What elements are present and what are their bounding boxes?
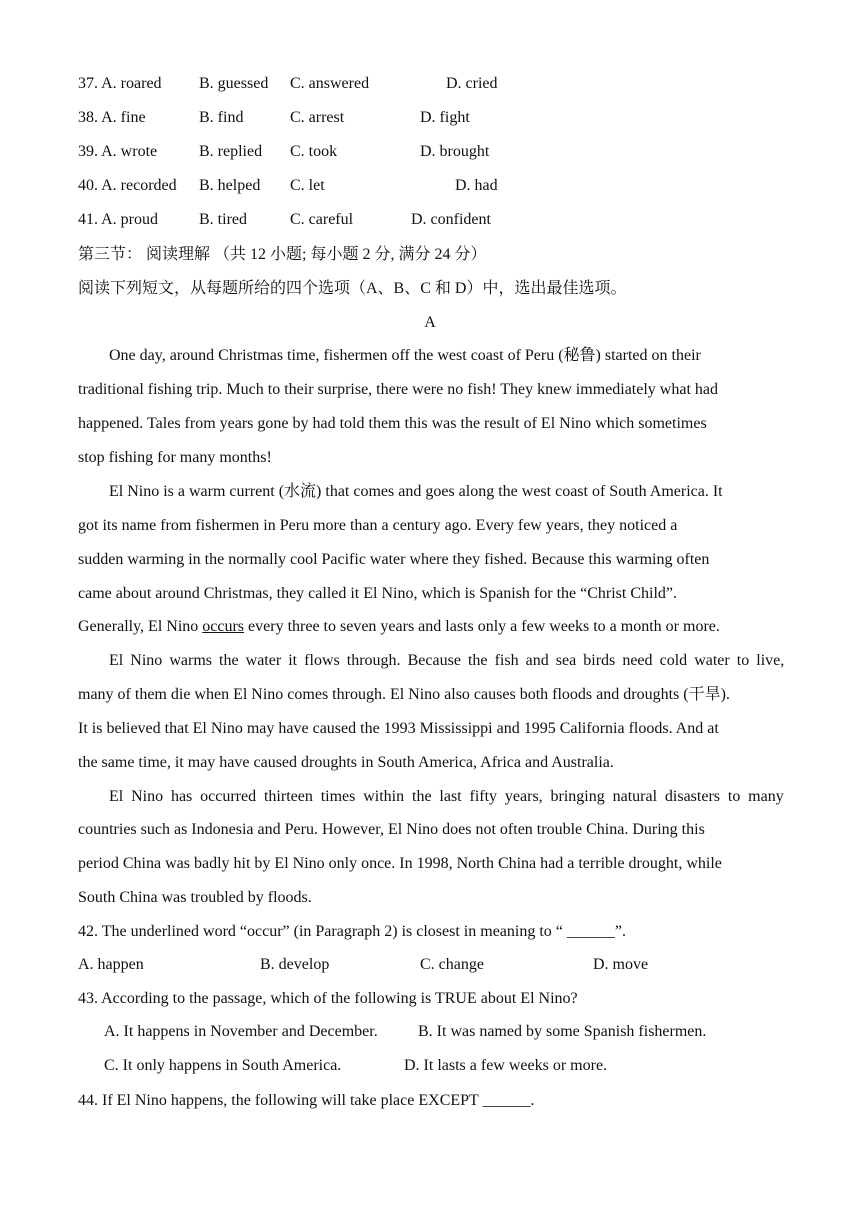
option-b: B. guessed: [199, 75, 269, 92]
question-44-stem: 44. If El Nino happens, the following will take place EXCEPT ______.: [78, 1092, 535, 1109]
paragraph-line: the same time, it may have caused droughts in South America, Africa and Australia.: [78, 754, 614, 771]
option-c: C. careful: [290, 211, 354, 228]
q42-option-b[interactable]: B. develop: [260, 956, 330, 973]
cloze-option-row: [78, 109, 146, 127]
paragraph-line: sudden warming in the normally cool Pacific water where they fished. Because this warming often: [78, 551, 710, 568]
q42-option-a[interactable]: A. happen: [78, 956, 144, 973]
question-number: 38.: [78, 109, 98, 126]
q43-option-c[interactable]: C. It only happens in South America.: [104, 1057, 342, 1074]
option-d: D. had: [455, 177, 498, 194]
q43-option-d[interactable]: D. It lasts a few weeks or more.: [404, 1057, 608, 1074]
passage-label: A: [424, 314, 436, 331]
paragraph-line: traditional fishing trip. Much to their surprise, there were no fish! They knew immediately what had: [78, 381, 718, 398]
paragraph-line: came about around Christmas, they called it El Nino, which is Spanish for the “Christ Child”.: [78, 585, 677, 602]
paragraph-line: El Nino warms the water it flows through. Because the fish and sea birds need cold water to live,: [109, 652, 785, 669]
section-heading: 第三节： 阅读理解 （共 12 小题; 每小题 2 分, 满分 24 分）: [78, 246, 487, 263]
option-a: A. recorded: [101, 177, 177, 194]
q43-option-a[interactable]: A. It happens in November and December.: [104, 1023, 378, 1040]
option-b: B. tired: [199, 211, 247, 228]
option-d: D. cried: [446, 75, 498, 92]
paragraph-line: [78, 617, 720, 637]
q43-option-b[interactable]: B. It was named by some Spanish fishermen.: [418, 1023, 707, 1040]
paragraph-line: many of them die when El Nino comes through. El Nino also causes both floods and droughts (干旱).: [78, 686, 730, 703]
paragraph-line: One day, around Christmas time, fishermen off the west coast of Peru (秘鲁) started on their: [109, 347, 701, 364]
paragraph-line: period China was badly hit by El Nino only once. In 1998, North China had a terrible drought, while: [78, 855, 722, 872]
option-c: C. let: [290, 177, 325, 194]
cloze-option-row: [78, 177, 177, 195]
q42-option-d[interactable]: D. move: [593, 956, 649, 973]
option-d: D. confident: [411, 211, 491, 228]
question-number: 40.: [78, 177, 98, 194]
paragraph-line: countries such as Indonesia and Peru. However, El Nino does not often trouble China. During this: [78, 821, 705, 838]
paragraph-line: South China was troubled by floods.: [78, 889, 312, 906]
option-c: C. took: [290, 143, 338, 160]
option-d: D. brought: [420, 143, 490, 160]
option-b: B. helped: [199, 177, 261, 194]
paragraph-1: [78, 346, 784, 366]
option-b: B. find: [199, 109, 244, 126]
paragraph-line: stop fishing for many months!: [78, 449, 272, 466]
paragraph-line: happened. Tales from years gone by had told them this was the result of El Nino which sometimes: [78, 415, 707, 432]
text-span: Generally, El Nino: [78, 618, 203, 635]
cloze-option-row: [78, 75, 162, 93]
cloze-option-row: [78, 211, 158, 229]
option-b: B. replied: [199, 143, 263, 160]
q42-option-c[interactable]: C. change: [420, 956, 484, 973]
paragraph-line: It is believed that El Nino may have caused the 1993 Mississippi and 1995 California floods. And at: [78, 720, 719, 737]
option-c: C. answered: [290, 75, 370, 92]
paragraph-line: El Nino is a warm current (水流) that comes and goes along the west coast of South America. It: [109, 483, 723, 500]
option-c: C. arrest: [290, 109, 345, 126]
option-a: A. roared: [101, 75, 162, 92]
paragraph-line: got its name from fishermen in Peru more than a century ago. Every few years, they noticed a: [78, 517, 678, 534]
text-span: every three to seven years and lasts only a few weeks to a month or more.: [244, 618, 720, 635]
question-number: 41.: [78, 211, 98, 228]
option-a: A. fine: [101, 109, 146, 126]
cloze-option-row: [78, 143, 157, 161]
question-number: 37.: [78, 75, 98, 92]
option-a: A. wrote: [101, 143, 158, 160]
option-d: D. fight: [420, 109, 470, 126]
option-a: A. proud: [101, 211, 159, 228]
underlined-word: occurs: [202, 618, 245, 635]
question-number: 39.: [78, 143, 98, 160]
paragraph-line: El Nino has occurred thirteen times within the last fifty years, bringing natural disasters to many: [109, 788, 784, 805]
question-43-stem: 43. According to the passage, which of the following is TRUE about El Nino?: [78, 990, 578, 1007]
instructions: 阅读下列短文，从每题所给的四个选项（A、B、C 和 D）中，选出最佳选项。: [78, 280, 627, 297]
question-42-stem: 42. The underlined word “occur” (in Paragraph 2) is closest in meaning to “ ______”.: [78, 923, 626, 940]
